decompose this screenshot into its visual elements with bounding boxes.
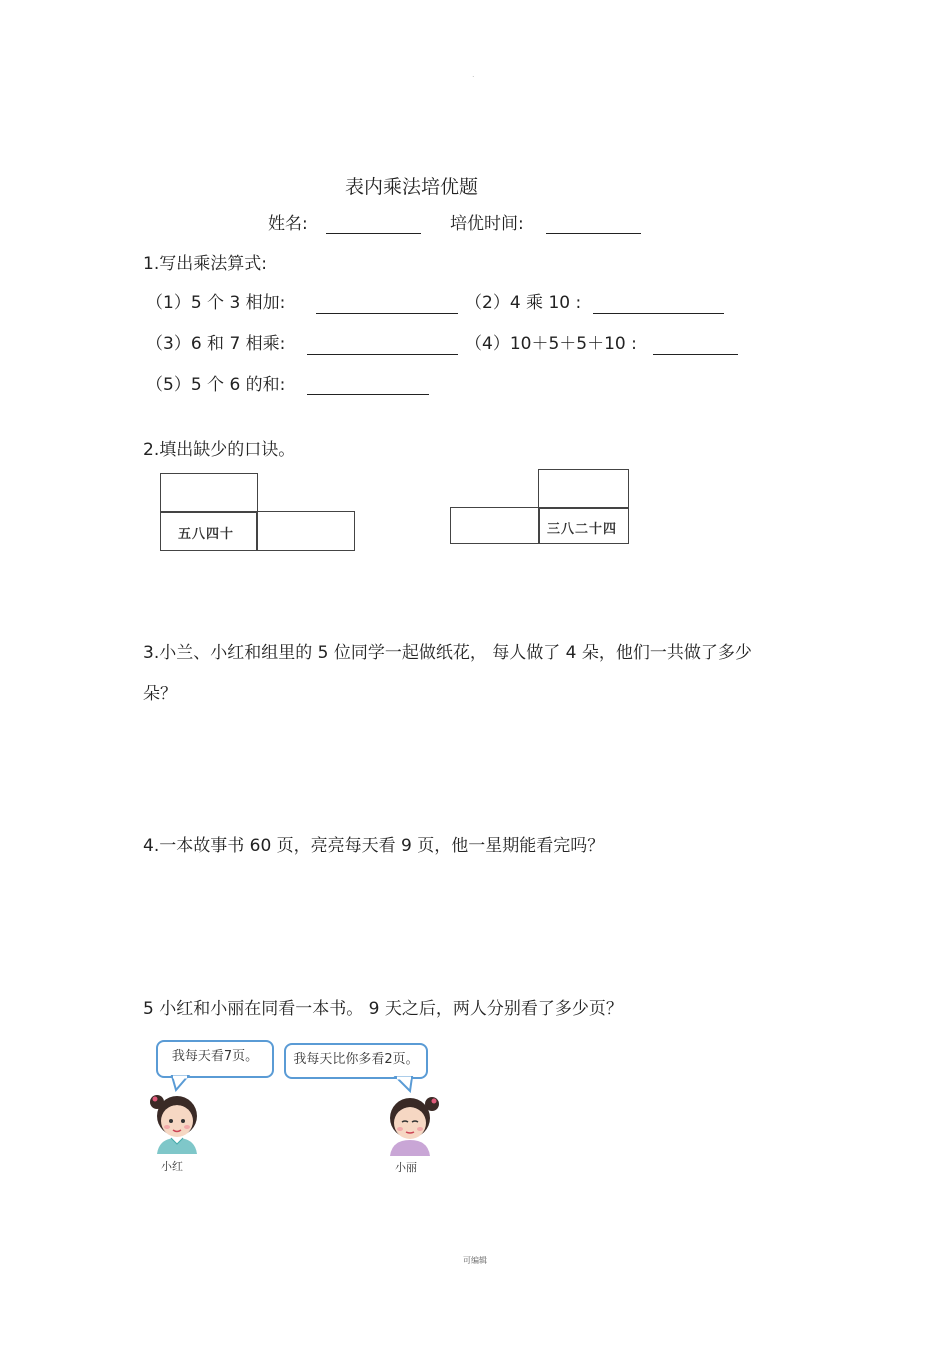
xiaohong-name: 小红 xyxy=(161,1160,183,1173)
xiaoli-name: 小丽 xyxy=(395,1161,417,1174)
q2-right-filled-text: 三八二十四 xyxy=(547,522,618,537)
speech-bubble-right-text: 我每天比你多看2页。 xyxy=(293,1052,419,1067)
xiaohong-girl-illustration xyxy=(145,1088,207,1154)
speech-bubble-left-text: 我每天看7页。 xyxy=(171,1049,259,1064)
q1-item-5: （5）5 个 6 的和: xyxy=(146,375,286,395)
q2-left-blank-cell-2[interactable] xyxy=(256,511,355,551)
time-blank[interactable] xyxy=(546,233,641,234)
q1-answer-blank-5[interactable] xyxy=(307,394,429,395)
q3-line-2: 朵？ xyxy=(143,684,177,704)
q4-text: 4.一本故事书 60 页，亮亮每天看 9 页，他一星期能看完吗？ xyxy=(143,836,605,856)
q1-heading: 1.写出乘法算式: xyxy=(143,254,267,274)
q2-right-blank-cell-2[interactable] xyxy=(450,507,540,544)
q1-item-1: （1）5 个 3 相加: xyxy=(146,293,286,313)
q1-item-2: （2）4 乘 10 : xyxy=(465,293,582,313)
q2-right-filled-cell xyxy=(538,507,629,544)
q2-left-filled-cell xyxy=(160,511,258,551)
q2-left-filled-text: 五八四十 xyxy=(178,527,235,542)
q1-answer-blank-2[interactable] xyxy=(593,313,724,314)
q5-text: 5 小红和小丽在同看一本书。 9 天之后，两人分别看了多少页？ xyxy=(143,999,623,1019)
q2-right-blank-cell[interactable] xyxy=(538,469,629,509)
header-dot: . xyxy=(472,70,475,79)
name-blank[interactable] xyxy=(326,233,421,234)
xiaoli-girl-illustration xyxy=(380,1090,442,1156)
q1-answer-blank-4[interactable] xyxy=(653,354,738,355)
q1-item-3: （3）6 和 7 相乘: xyxy=(146,334,286,354)
footer-note: 可编辑 xyxy=(463,1256,487,1265)
speech-bubble-right xyxy=(284,1043,428,1079)
q1-answer-blank-1[interactable] xyxy=(316,313,458,314)
q3-line-1: 3.小兰、小红和组里的 5 位同学一起做纸花， 每人做了 4 朵，他们一共做了多少 xyxy=(143,643,752,663)
page-title: 表内乘法培优题 xyxy=(345,176,479,198)
speech-bubble-left xyxy=(156,1040,274,1078)
q1-answer-blank-3[interactable] xyxy=(307,354,458,355)
time-label: 培优时间: xyxy=(450,214,524,234)
q1-item-4: （4）10＋5＋5＋10 : xyxy=(465,334,637,354)
name-label: 姓名: xyxy=(268,214,308,234)
q2-heading: 2.填出缺少的口诀。 xyxy=(143,440,296,460)
q2-left-blank-cell[interactable] xyxy=(160,473,258,513)
